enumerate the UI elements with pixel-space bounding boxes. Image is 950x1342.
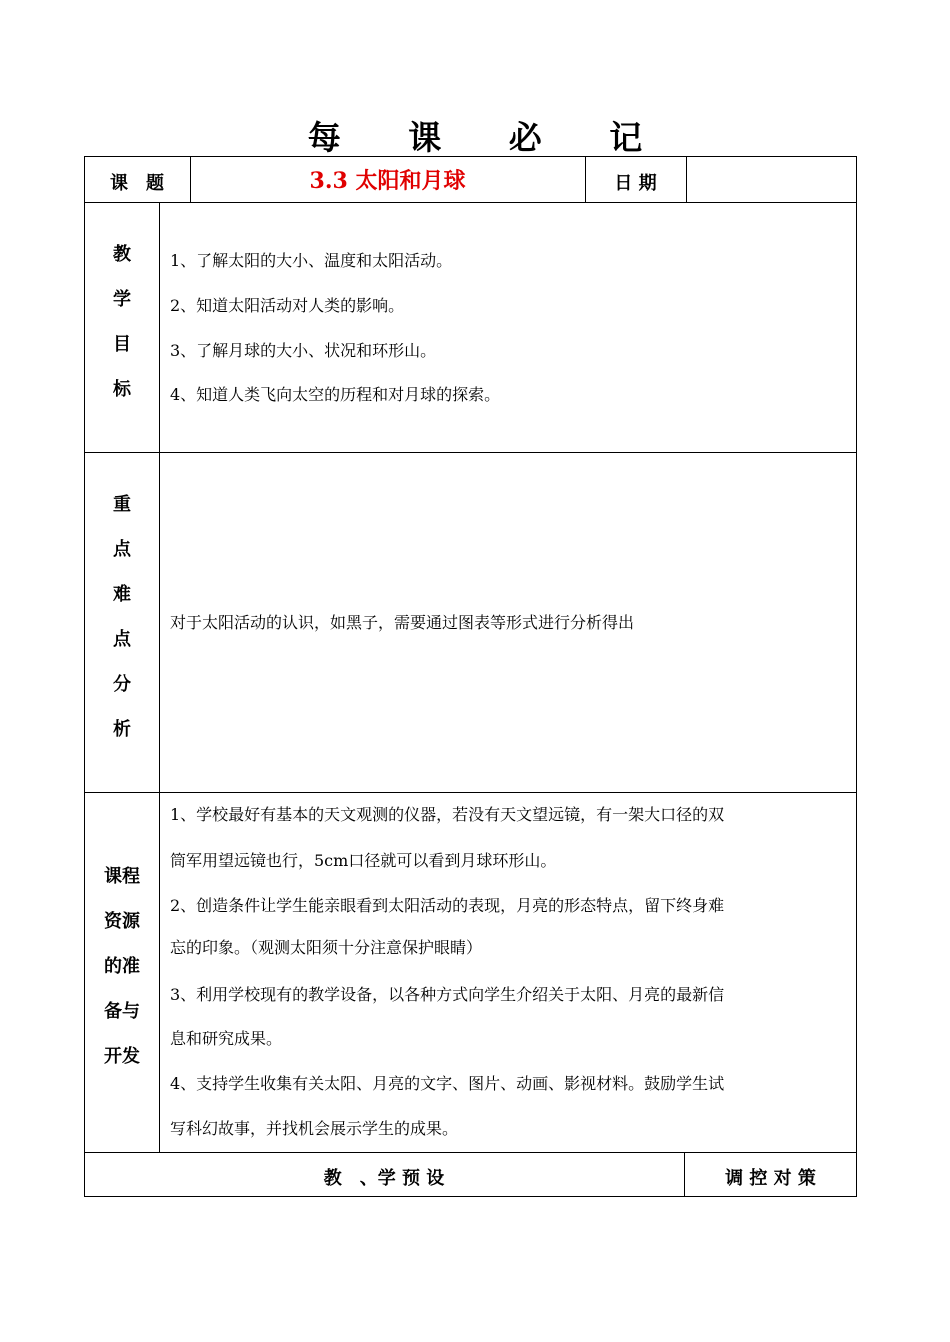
goal-item: 3、了解月球的大小、状况和环形山。: [170, 341, 437, 360]
resources-line: 1、学校最好有基本的天文观测的仪器，若没有天文望远镜，有一架大口径的双: [170, 805, 725, 824]
resources-line: 筒军用望远镜也行，5cm口径就可以看到月球环形山。: [170, 851, 557, 870]
goals-label: [84, 240, 160, 420]
date-label: 日 期: [614, 173, 657, 194]
goals-label-char: 目: [113, 334, 131, 355]
row-divider: [84, 452, 857, 453]
goals-label-char: 教: [113, 244, 131, 265]
goals-label-char: 标: [113, 379, 131, 400]
resources-label-line: 课程: [104, 866, 140, 887]
key-points-label-char: 分: [113, 674, 131, 695]
key-points-label: [84, 490, 160, 760]
goal-item: 1、了解太阳的大小、温度和太阳活动。: [170, 251, 453, 270]
key-points-label-char: 析: [113, 719, 131, 740]
key-points-label-char: 点: [113, 539, 131, 560]
col-divider: [686, 156, 687, 202]
row-divider: [84, 202, 857, 203]
resources-line: 写科幻故事，并找机会展示学生的成果。: [170, 1119, 459, 1138]
row-divider: [84, 792, 857, 793]
key-points-label-char: 重: [113, 494, 131, 515]
resources-line: 忘的印象。（观测太阳须十分注意保护眼睛）: [170, 938, 483, 957]
goals-label-char: 学: [113, 289, 131, 310]
resources-line: 3、利用学校现有的教学设备，以各种方式向学生介绍关于太阳、月亮的最新信: [170, 985, 725, 1004]
key-points-label-char: 难: [113, 584, 131, 605]
teaching-plan-label: 教 、学 预 设: [323, 1168, 445, 1189]
resources-label-line: 资源: [104, 911, 140, 932]
resources-label: [84, 862, 160, 1087]
resources-line: 4、支持学生收集有关太阳、月亮的文字、图片、动画、影视材料。鼓励学生试: [170, 1074, 725, 1093]
row-divider: [84, 1152, 857, 1153]
goal-item: 2、知道太阳活动对人类的影响。: [170, 296, 405, 315]
resources-label-line: 开发: [104, 1046, 140, 1067]
goal-item: 4、知道人类飞向太空的历程和对月球的探索。: [170, 385, 501, 404]
adjustment-label: 调 控 对 策: [725, 1168, 816, 1189]
resources-label-line: 备与: [104, 1001, 140, 1022]
page-title: 每 课 必 记: [307, 118, 671, 157]
key-points-label-char: 点: [113, 629, 131, 650]
resources-line: 息和研究成果。: [170, 1029, 283, 1048]
resources-label-line: 的准: [104, 956, 140, 977]
key-points-text: 对于太阳活动的认识，如黑子，需要通过图表等形式进行分析得出: [170, 613, 635, 632]
topic-value: 3.3 太阳和月球: [309, 168, 466, 194]
resources-line: 2、创造条件让学生能亲眼看到太阳活动的表现，月亮的形态特点，留下终身难: [170, 896, 725, 915]
topic-label: 课 题: [110, 173, 164, 194]
